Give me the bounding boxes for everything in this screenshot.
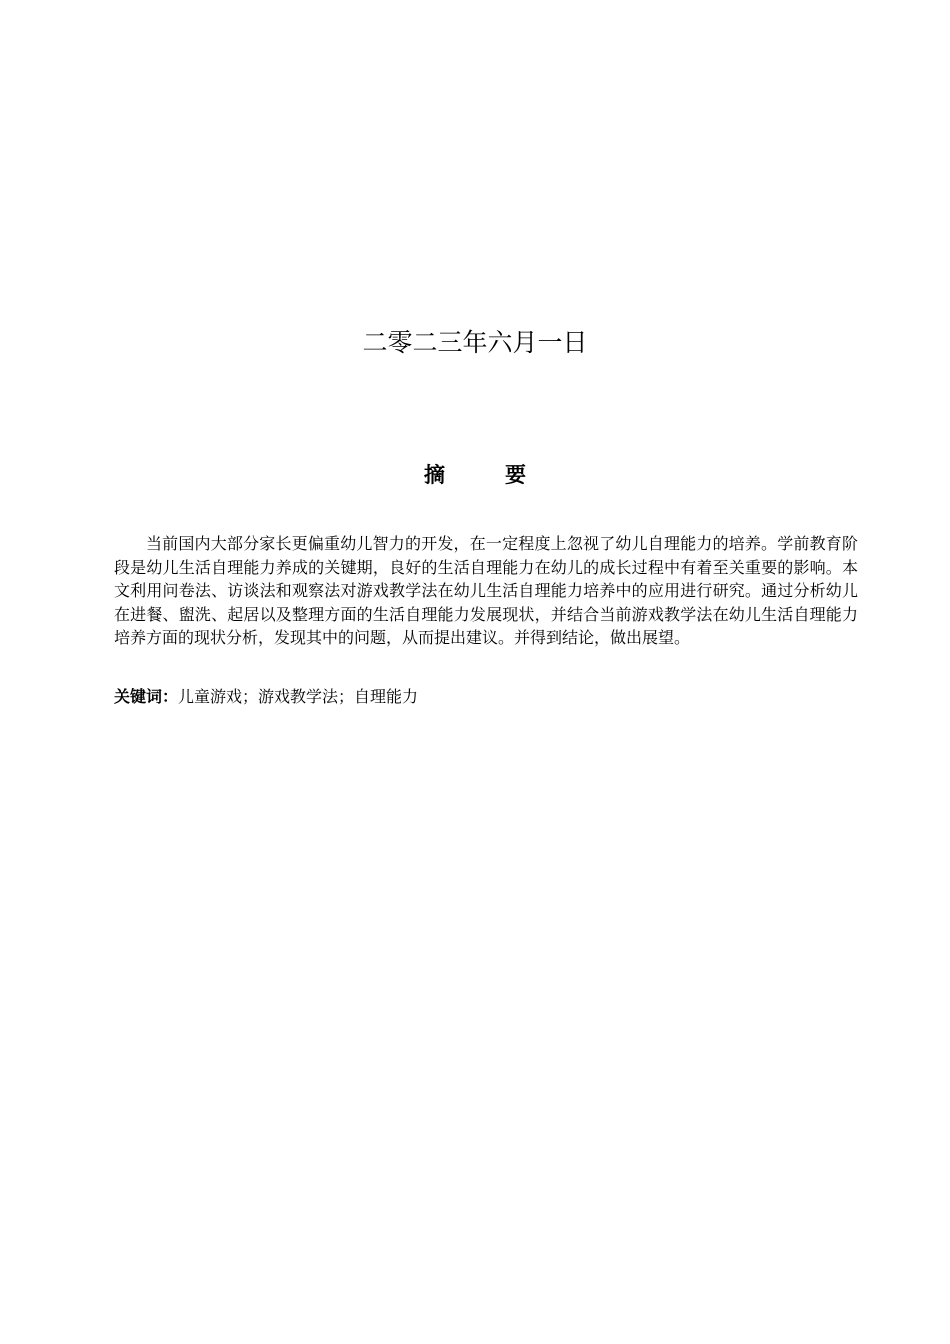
abstract-heading-char-1: 摘 bbox=[424, 463, 445, 487]
abstract-heading-char-2: 要 bbox=[505, 463, 526, 487]
keywords-label: 关键词： bbox=[114, 687, 179, 706]
abstract-heading bbox=[0, 460, 950, 490]
keywords-line bbox=[114, 685, 858, 709]
cover-date: 二零二三年六月一日 bbox=[362, 328, 588, 357]
abstract-body: 当前国内大部分家长更偏重幼儿智力的开发，在一定程度上忽视了幼儿自理能力的培养。学前教育阶段是幼儿生活自理能力养成的关键期，良好的生活自理能力在幼儿的成长过程中有着至关重要的影响。本文利用问卷法、访谈法和观察法对游戏教学法在幼儿生活自理能力培养中的应用进行研究。通过分析幼儿在进餐、盥洗、起居以及整理方面的生活自理能力发展现状，并结合当前游戏教学法在幼儿生活自理能力培养方面的现状分析，发现其中的问题，从而提出建议。并得到结论，做出展望。 bbox=[114, 534, 858, 648]
keywords-value: 儿童游戏；游戏教学法；自理能力 bbox=[178, 687, 419, 706]
